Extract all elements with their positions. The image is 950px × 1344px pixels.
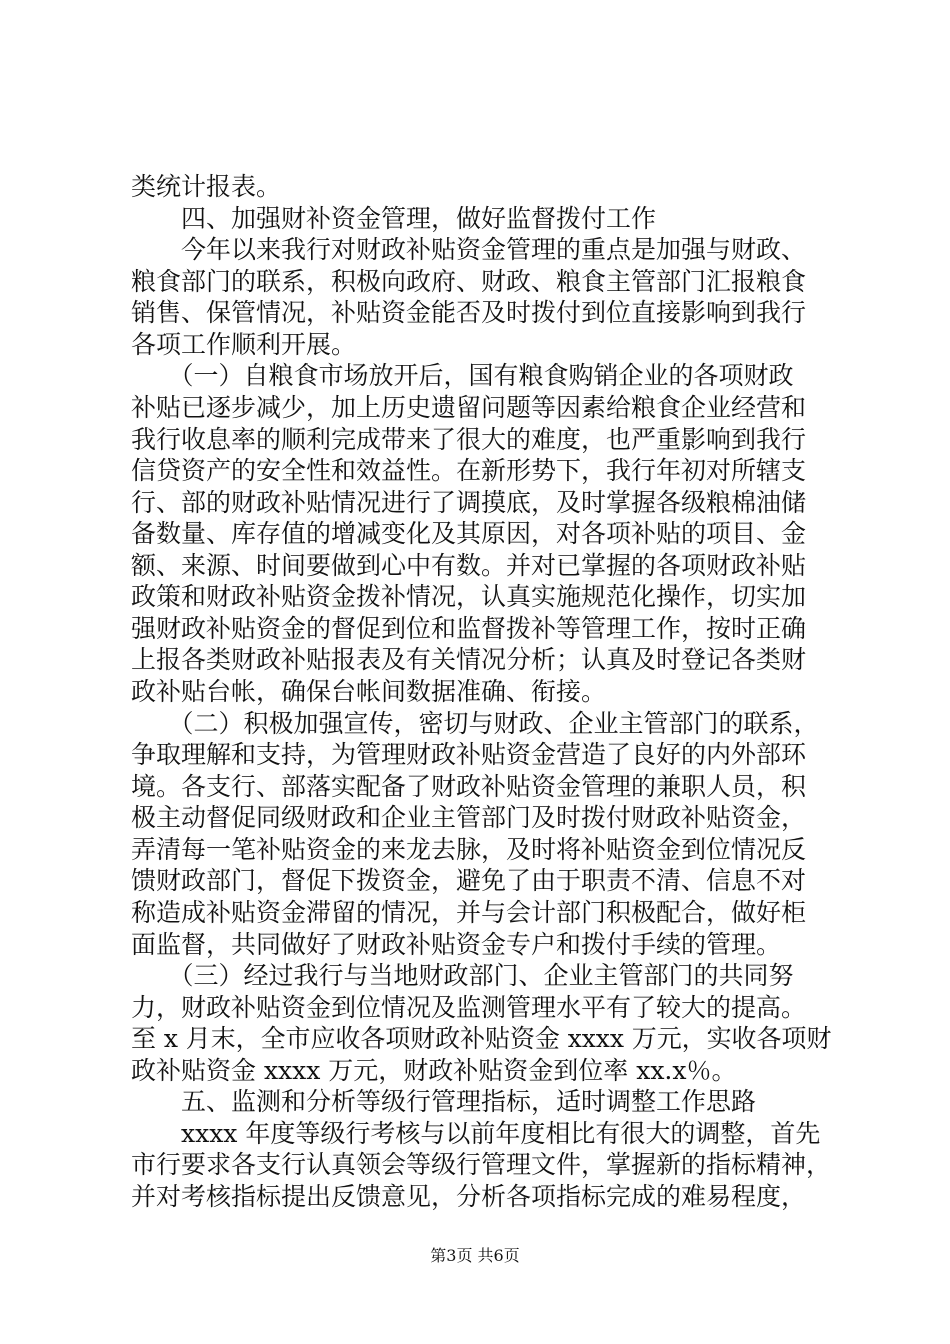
text-line: 备数量、库存值的增减变化及其原因，对各项补贴的项目、金 <box>131 519 807 549</box>
text-line: 市行要求各支行认真领会等级行管理文件，掌握新的指标精神， <box>131 1150 832 1180</box>
text-line: 极主动督促同级财政和企业主管部门及时拨付财政补贴资金， <box>131 803 807 833</box>
text-line: 上报各类财政补贴报表及有关情况分析；认真及时登记各类财 <box>131 645 807 675</box>
text-line: 销售、保管情况，补贴资金能否及时拨付到位直接影响到我行 <box>131 298 807 328</box>
text-line: 政补贴台帐，确保台帐间数据准确、衔接。 <box>131 677 607 706</box>
text-line: 境。各支行、部落实配备了财政补贴资金管理的兼职人员，积 <box>131 771 807 801</box>
text-line: 争取理解和支持，为管理财政补贴资金营造了良好的内外部环 <box>131 740 807 770</box>
text-line: （二）积极加强宣传，密切与财政、企业主管部门的联系， <box>131 708 819 738</box>
text-line: 力，财政补贴资金到位情况及监测管理水平有了较大的提高。 <box>131 992 807 1022</box>
text-line: 类统计报表。 <box>131 172 282 201</box>
text-line: 强财政补贴资金的督促到位和监督拨补等管理工作，按时正确 <box>131 613 807 643</box>
text-line: 至 x 月末，全市应收各项财政补贴资金 xxxx 万元，实收各项财 <box>131 1024 832 1054</box>
text-line: 政策和财政补贴资金拨补情况，认真实施规范化操作，切实加 <box>131 582 807 612</box>
text-line: 并对考核指标提出反馈意见，分析各项指标完成的难易程度， <box>131 1182 807 1211</box>
text-line: 称造成补贴资金滞留的情况，并与会计部门积极配合，做好柜 <box>131 897 807 927</box>
text-line: 行、部的财政补贴情况进行了调摸底，及时掌握各级粮棉油储 <box>131 487 807 517</box>
text-line: （三）经过我行与当地财政部门、企业主管部门的共同努 <box>131 961 794 991</box>
section-heading: 四、加强财补资金管理，做好监督拨付工作 <box>131 203 657 233</box>
text-line: （一）自粮食市场放开后，国有粮食购销企业的各项财政 <box>131 361 794 391</box>
text-line: 补贴已逐步减少，加上历史遗留问题等因素给粮食企业经营和 <box>131 392 807 422</box>
section-heading: 五、监测和分析等级行管理指标，适时调整工作思路 <box>131 1087 757 1117</box>
text-line: 今年以来我行对财政补贴资金管理的重点是加强与财政、 <box>131 235 807 265</box>
text-line: 政补贴资金 xxxx 万元，财政补贴资金到位率 xx.x％。 <box>131 1055 737 1085</box>
text-line: 各项工作顺利开展。 <box>131 329 357 359</box>
text-line: 弄清每一笔补贴资金的来龙去脉，及时将补贴资金到位情况反 <box>131 834 807 864</box>
page-footer: 第3页 共6页 <box>430 1246 520 1265</box>
text-line: 我行收息率的顺利完成带来了很大的难度，也严重影响到我行 <box>131 424 807 454</box>
text-line: 粮食部门的联系，积极向政府、财政、粮食主管部门汇报粮食 <box>131 266 807 296</box>
text-line: 面监督，共同做好了财政补贴资金专户和拨付手续的管理。 <box>131 929 782 959</box>
text-line: 信贷资产的安全性和效益性。在新形势下，我行年初对所辖支 <box>131 456 807 486</box>
text-line: xxxx 年度等级行考核与以前年度相比有很大的调整，首先 <box>131 1118 821 1148</box>
text-line: 馈财政部门，督促下拨资金，避免了由于职责不清、信息不对 <box>131 866 807 896</box>
text-line: 额、来源、时间要做到心中有数。并对已掌握的各项财政补贴 <box>131 550 807 580</box>
